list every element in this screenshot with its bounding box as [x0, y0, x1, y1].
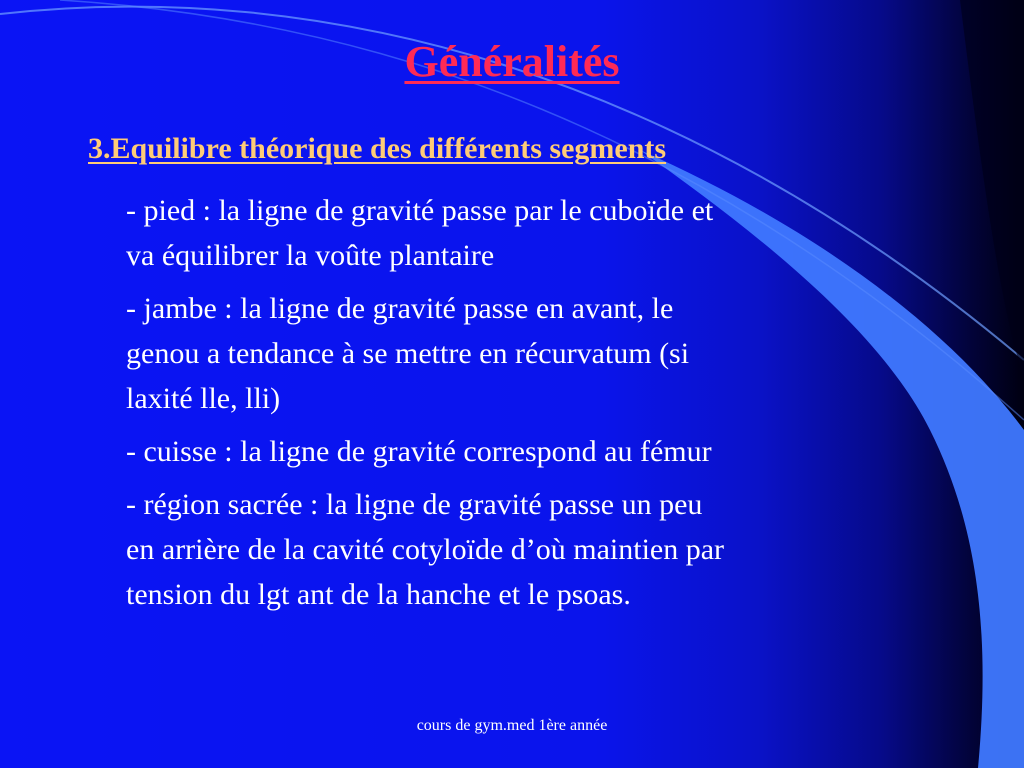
bullet-line: tension du lgt ant de la hanche et le psoas.: [126, 578, 631, 611]
slide-title: Généralités: [404, 37, 620, 86]
bullet-line: va équilibrer la voûte plantaire: [126, 239, 495, 272]
bullet-line: - région sacrée : la ligne de gravité passe un peu: [126, 488, 703, 521]
bullet-line: - pied : la ligne de gravité passe par le cuboïde et: [126, 194, 714, 227]
bullet-item-cuisse: [126, 429, 926, 474]
bullet-line: laxité lle, lli): [126, 382, 281, 415]
bullet-line: genou a tendance à se mettre en récurvatum (si: [126, 337, 690, 370]
bullet-line: en arrière de la cavité cotyloïde d’où maintien par: [126, 533, 725, 566]
section-subtitle: 3.Equilibre théorique des différents segments: [88, 132, 667, 165]
bullet-item-region-sacree: [126, 482, 926, 617]
bullet-list: [126, 188, 926, 625]
bullet-item-pied: [126, 188, 926, 278]
bullet-item-jambe: [126, 286, 926, 421]
slide-footer: cours de gym.med 1ère année: [416, 717, 608, 734]
bullet-line: - jambe : la ligne de gravité passe en avant, le: [126, 292, 674, 325]
bullet-line: - cuisse : la ligne de gravité correspond au fémur: [126, 435, 712, 468]
